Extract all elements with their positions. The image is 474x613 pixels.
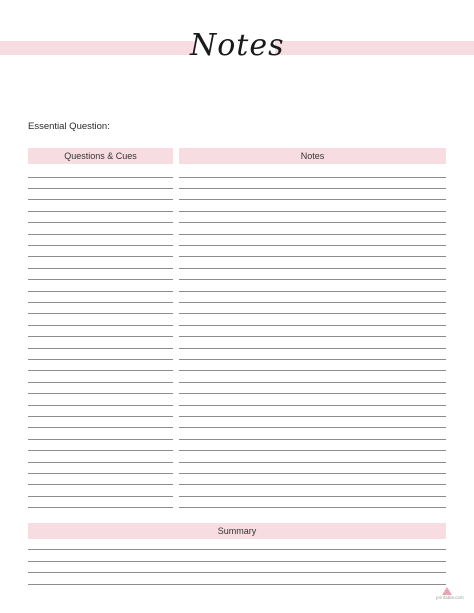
note-line: [179, 393, 446, 394]
note-line: [179, 439, 446, 440]
note-line: [179, 336, 446, 337]
cue-line: [28, 450, 173, 451]
page-title: Notes: [190, 28, 285, 63]
cue-line: [28, 222, 173, 223]
house-logo-icon: [442, 587, 452, 595]
note-line: [179, 507, 446, 508]
cue-line: [28, 234, 173, 235]
cue-line: [28, 211, 173, 212]
note-line: [179, 279, 446, 280]
cue-line: [28, 177, 173, 178]
note-line: [179, 177, 446, 178]
essential-question-label: Essential Question:: [28, 121, 110, 132]
note-line: [179, 245, 446, 246]
note-line: [179, 211, 446, 212]
watermark-text: printable.com: [436, 595, 464, 600]
note-line: [179, 427, 446, 428]
note-line: [179, 268, 446, 269]
cue-line: [28, 325, 173, 326]
cue-line: [28, 416, 173, 417]
note-line: [179, 462, 446, 463]
notes-column-header: Notes: [179, 148, 446, 164]
note-line: [179, 382, 446, 383]
note-line: [179, 256, 446, 257]
cue-line: [28, 393, 173, 394]
cue-line: [28, 439, 173, 440]
note-line: [179, 234, 446, 235]
cue-line: [28, 188, 173, 189]
note-line: [179, 484, 446, 485]
note-line: [179, 405, 446, 406]
questions-cues-header: Questions & Cues: [28, 148, 173, 164]
note-line: [179, 416, 446, 417]
cue-line: [28, 359, 173, 360]
title-band-left: [0, 41, 195, 55]
note-line: [179, 473, 446, 474]
cue-line: [28, 245, 173, 246]
summary-line: [28, 561, 446, 562]
brand-watermark: [436, 587, 464, 607]
cue-line: [28, 496, 173, 497]
summary-line: [28, 572, 446, 573]
cue-line: [28, 336, 173, 337]
summary-line: [28, 549, 446, 550]
cue-line: [28, 268, 173, 269]
note-line: [179, 450, 446, 451]
cue-line: [28, 291, 173, 292]
cue-line: [28, 348, 173, 349]
note-line: [179, 313, 446, 314]
cue-line: [28, 507, 173, 508]
note-line: [179, 188, 446, 189]
cue-line: [28, 302, 173, 303]
cue-line: [28, 279, 173, 280]
cue-line: [28, 382, 173, 383]
note-line: [179, 325, 446, 326]
note-line: [179, 370, 446, 371]
summary-header: Summary: [28, 523, 446, 539]
cue-line: [28, 370, 173, 371]
note-line: [179, 359, 446, 360]
cue-line: [28, 313, 173, 314]
cue-line: [28, 484, 173, 485]
note-line: [179, 199, 446, 200]
cue-line: [28, 427, 173, 428]
title-band-right: [275, 41, 474, 55]
note-line: [179, 222, 446, 223]
cue-line: [28, 199, 173, 200]
cue-line: [28, 405, 173, 406]
note-line: [179, 302, 446, 303]
note-line: [179, 348, 446, 349]
cue-line: [28, 473, 173, 474]
note-line: [179, 291, 446, 292]
summary-line: [28, 584, 446, 585]
cue-line: [28, 256, 173, 257]
note-line: [179, 496, 446, 497]
cue-line: [28, 462, 173, 463]
